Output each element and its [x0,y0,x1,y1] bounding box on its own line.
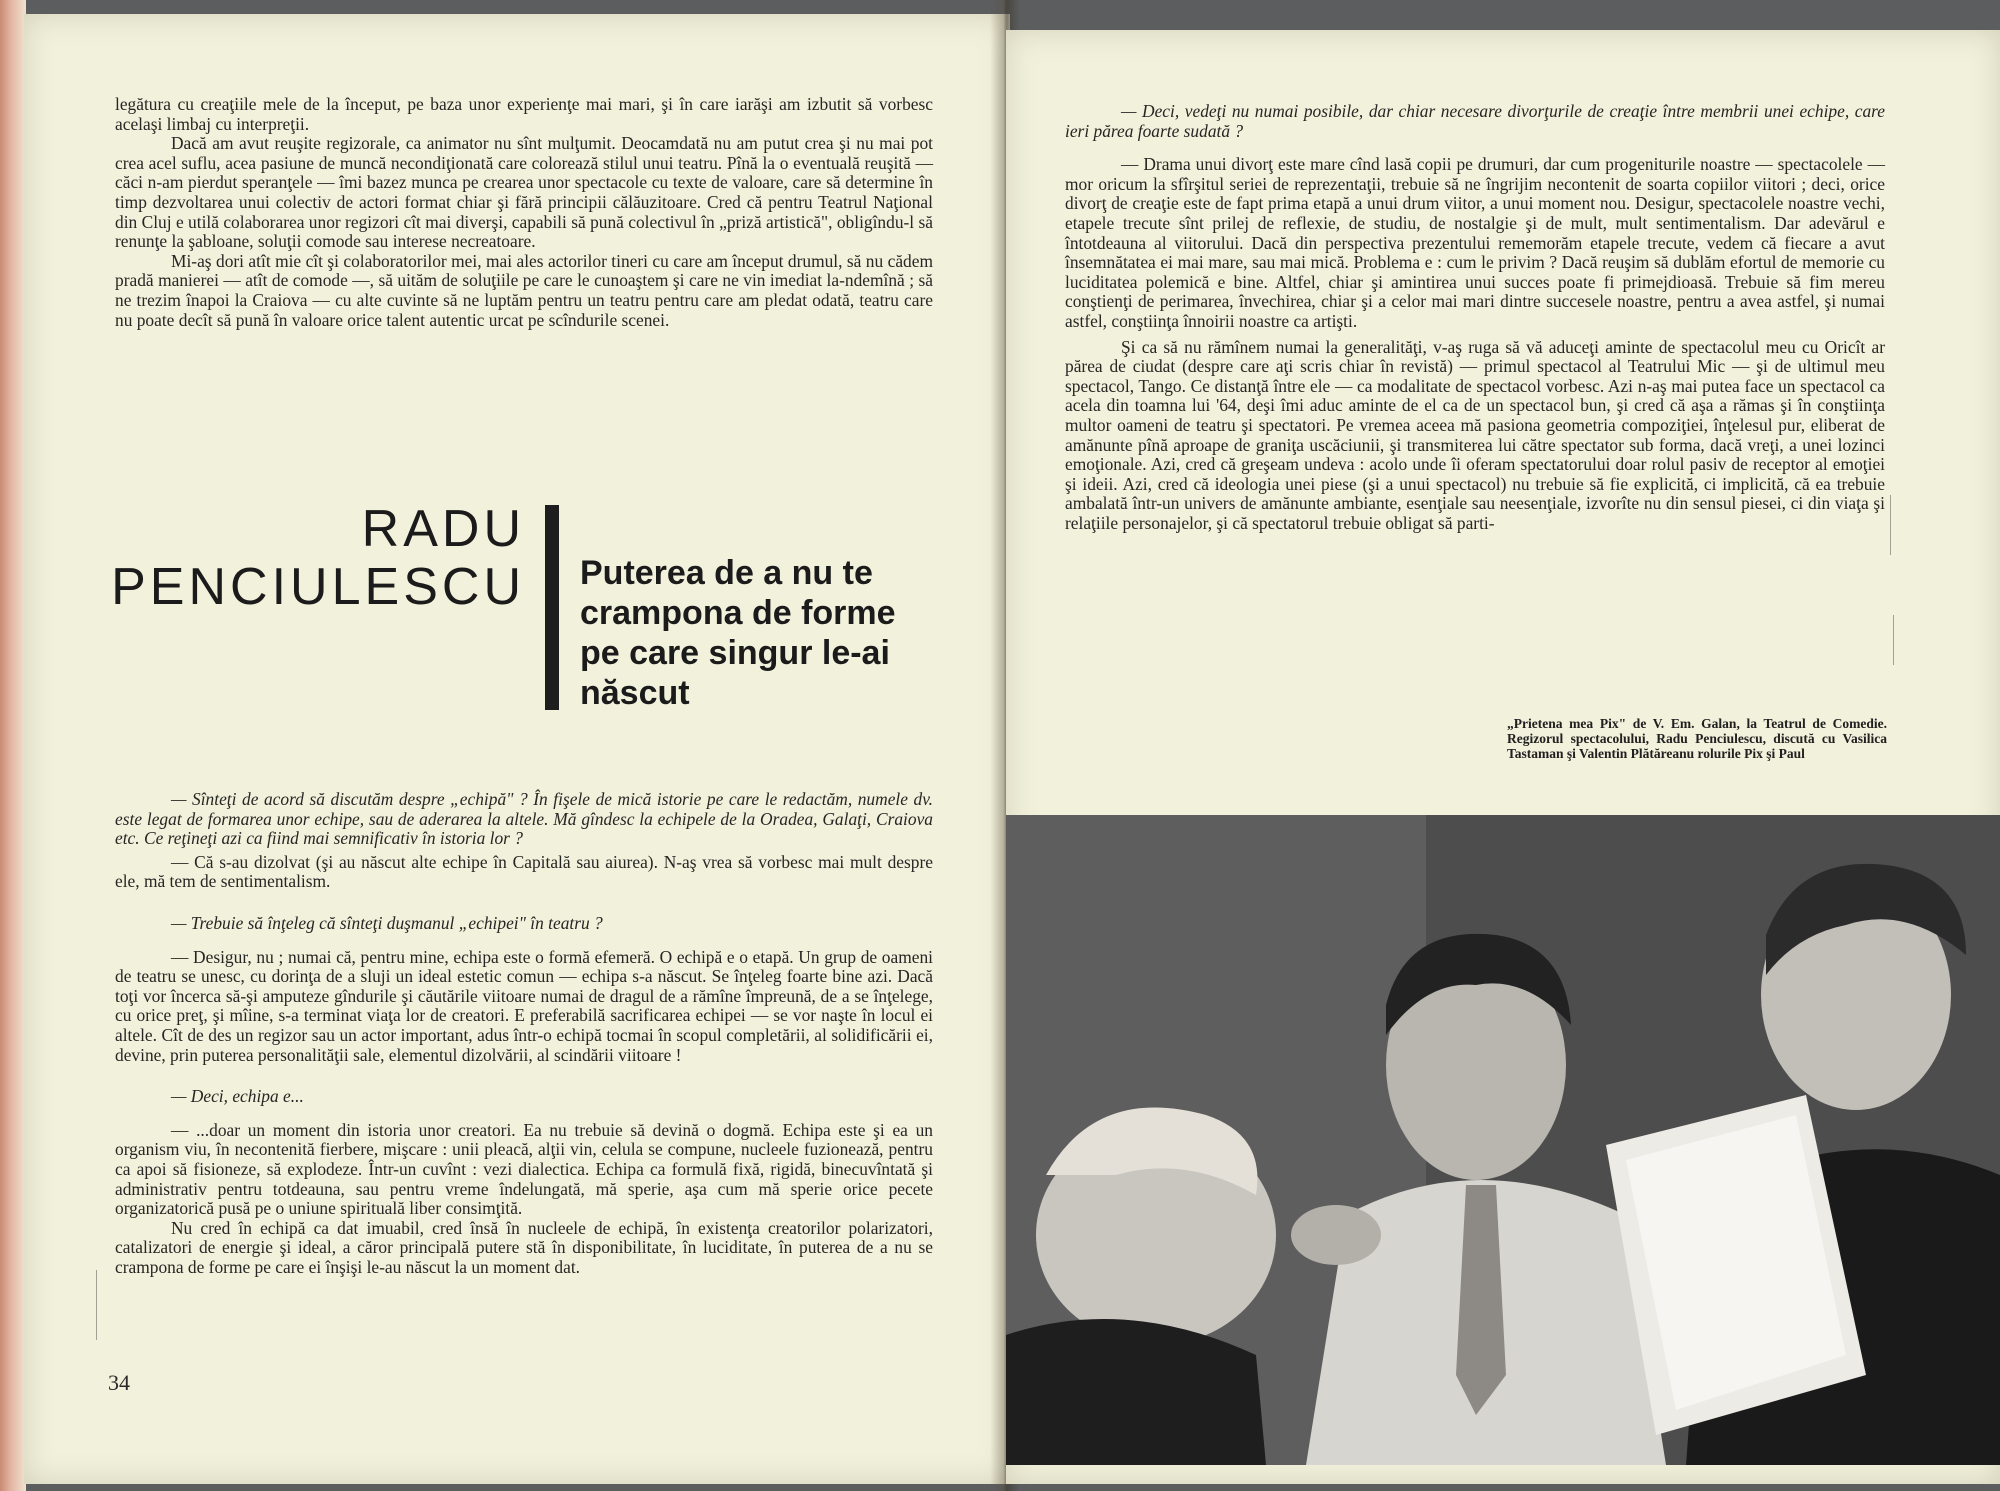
book-edge [0,0,26,1491]
rehearsal-photo [1006,815,2000,1465]
interview-question: — Sînteţi de acord să discutăm despre „echipă" ? În fişele de mică istorie pe care le redactăm, numele dv. este legat de formarea unor echipe, sau de aderarea la altele. Mă gîndesc la echipele de la Oradea, Galaţi, Craiova etc. Ce reţineţi azi ca fiind mai semnificativ în istoria lor ? [115,789,933,849]
headline-divider [545,505,559,710]
interview-question: — Deci, echipa e... [171,1086,304,1107]
article-headline: Puterea de a nu te crampona de forme pe care singur le-ai născut [580,554,896,712]
author-name [100,500,525,616]
author-first-name: RADU [361,500,525,558]
intro-text [115,95,933,330]
right-page-text [1065,102,1885,533]
intro-paragraph: legătura cu creaţiile mele de la început, pe baza unor experienţe mai mari, şi în care iarăşi am izbutit să vorbesc acelaşi limbaj cu interpreţii. [115,94,933,134]
interview-question: — Deci, vedeţi nu numai posibile, dar chiar necesare divorţurile de creaţie între membrii unei echipe, care ieri părea foarte sudată ? [1065,101,1885,141]
pencil-mark [96,1270,97,1340]
intro-paragraph: Dacă am avut reuşite regizorale, ca animator nu sînt mulţumit. Deocamdată nu am putut crea şi nu mai pot crea acel suflu, acea pasiune de muncă necondiţionată care colorează stilul unui teatru. Pînă la o eventuală reuşită — căci n-am pierdut speranţele — îmi bazez munca pe crearea unor spectacole cu texte de valoare, care să determine în timp dezvoltarea unui colectiv de actori format chiar şi fără principii călăuzitoare. Cred că pentru Teatrul Naţional din Cluj e utilă colaborarea unor regizori cît mai diverşi, capabili să pună colectivul în „priză artistică", obligîndu-l să renunţe la şabloane, soluţii comode sau interese necreatoare. [115,133,933,252]
page-number: 34 [108,1370,130,1395]
rehearsal-photo-illustration [1006,815,2000,1465]
interview-text [115,768,933,1277]
interview-answer: — Desigur, nu ; numai că, pentru mine, echipa este o formă efemeră. O echipă e o etapă. Un grup de oameni de teatru se unesc, cu dorinţa de a sluji un ideal estetic comun — echipa s-a născut. Se înţeleg foarte bine azi. Dacă toţi vor încerca să-şi amputeze gîndurile şi căutările viitoare numai de dragul de a rămîne împreună, de a se înţelege, cu orice preţ, şi mîine, s-a terminat viaţa lor de creatori. E preferabilă sacrificarea echipei — se vor naşte în locul ei altele. Cît de des un regizor sau un actor important, adus într-o echipă tocmai în scopul completării, al solidificării ei, devine, prin puterea personalităţii sale, elementul dizolvării, al scindării viitoare ! [115,946,933,1065]
interview-question: — Trebuie să înţeleg că sînteţi duşmanul „echipei" în teatru ? [171,912,603,933]
interview-answer: — Că s-au dizolvat (şi au născut alte echipe în Capitală sau aiurea). N-aş vrea să vorbesc mai mult despre ele, mă tem de sentimentalism. [115,851,933,892]
pencil-mark [1890,495,1891,555]
interview-answer: — ...doar un moment din istoria unor creatori. Ea nu trebuie să devină o dogmă. Echipa este şi ea un organism viu, în necontenită fierbere, mişcare : unii pleacă, alţii vin, celula se compune, nucleele fuzionează, pentru ca apoi să fisioneze, să explodeze. Într-un cuvînt : vezi dialectica. Echipa ca formulă fixă, rigidă, binecuvîntată şi administrativ pentru totdeauna, sau pentru vreme îndelungată, mă sperie, aşa cum mă sperie orice pecete organizatorică pusă pe o uniune spirituală liber consimţită. [115,1119,933,1219]
interview-answer: Şi ca să nu rămînem numai la generalităţi, v-aş ruga să vă aduceţi aminte de spectacolul meu cu Oricît ar părea de ciudat (despre care aţi scris chiar în revistă) — primul spectacol al Teatrului Mic — şi de ultimul meu spectacol, Tango. Ce distanţă între ele — ca modalitate de spectacol vorbesc. Azi n-aş mai putea face un spectacol ca acela din toamna lui '64, deşi îmi aduc aminte de el ca de un spectacol bun, şi cred că aşa a rămas şi în conştiinţa multor oameni de teatru şi spectatori. Pe vremea aceea mă pasiona geometria compoziţiei, înţelesul pur, eliberat de amănunte pînă aproape de graniţa uscăciunii, şi transmiterea lui către spectator sub forma, dacă vreţi, a unei lozinci emoţionale. Azi, cred că greşeam undeva : acolo unde îi oferam spectatorului doar rolul pasiv de receptor al emoţiei şi ideii. Azi, cred că ideologia unei piese (şi a unui spectacol) nu trebuie să fie explicită, ci implicită, că ea trebuie ambalată într-un univers de amănunte ambiante, esenţiale sau neesenţiale, izvorîte nu din sensul piesei, ci din viaţa şi relaţiile personajelor, şi că spectatorul trebuie obligat să parti- [1065,336,1885,533]
pencil-mark [1893,615,1894,665]
interview-answer: — Drama unui divorţ este mare cînd lasă copii pe drumuri, dar cum progeniturile noastre — spectacolele — mor oricum la sfîrşitul seriei de reprezentaţii, trebuie să ne îngrijim necontenit de soarta copiilor viitori ; deci, orice divorţ de creaţie este de fapt prima etapă a unui drum viitor, a unui moment nou. Desigur, spectacolele noastre vechi, etapele trecute sînt prilej de reflexie, de studiu, de nostalgie şi de mult, mult sentimentalism. Dar adevărul e întotdeauna al viitorului. Dacă din perspectiva prezentului rememorăm etapele trecute, vedem că fiecare a avut însemnătatea ei mai mare, sau mai mică. Problema e : cum le privim ? Dacă reuşim să dublăm efortul de memorie cu luciditatea polemică e bine. Altfel, chiar şi amintirea unui succes poate fi primejdioasă. Trebuie să fim mereu conştienţi de perimarea, învechirea, chiar şi a celor mai mari dintre succesele noastre, pentru a avea astfel, şi numai astfel, conştiinţa înnoirii noastre ca artişti. [1065,154,1885,331]
interview-answer: Nu cred în echipă ca dat imuabil, cred însă în nucleele de echipă, în existenţa creatorilor polarizatori, catalizatori de energie şi ideal, a căror principală putere stă în disponibilitate, în luciditate, în puterea de a nu se crampona de forme pe care ei înşişi le-au născut la un moment dat. [115,1217,933,1277]
author-last-name: PENCIULESCU [111,558,525,616]
photo-caption: „Prietena mea Pix" de V. Em. Galan, la Teatrul de Comedie. Regizorul spectacolului, Radu Penciulescu, discută cu Vasilica Tastaman şi Valentin Plătăreanu rolurile Pix şi Paul [1507,716,1887,762]
intro-paragraph: Mi-aş dori atît mie cît şi colaboratorilor mei, mai ales actorilor tineri cu care am început drumul, să nu cădem pradă manierei — atît de comode —, să uităm de soluţiile pe care le cunoaştem şi care ne vin imediat la-ndemînă ; să ne trezim înapoi la Craiova — cu alte cuvinte să ne luptăm pentru un teatru pentru care am pledat odată, teatru care nu poate decît să pună în valoare orice talent autentic urcat pe scîndurile scenei. [115,250,933,330]
